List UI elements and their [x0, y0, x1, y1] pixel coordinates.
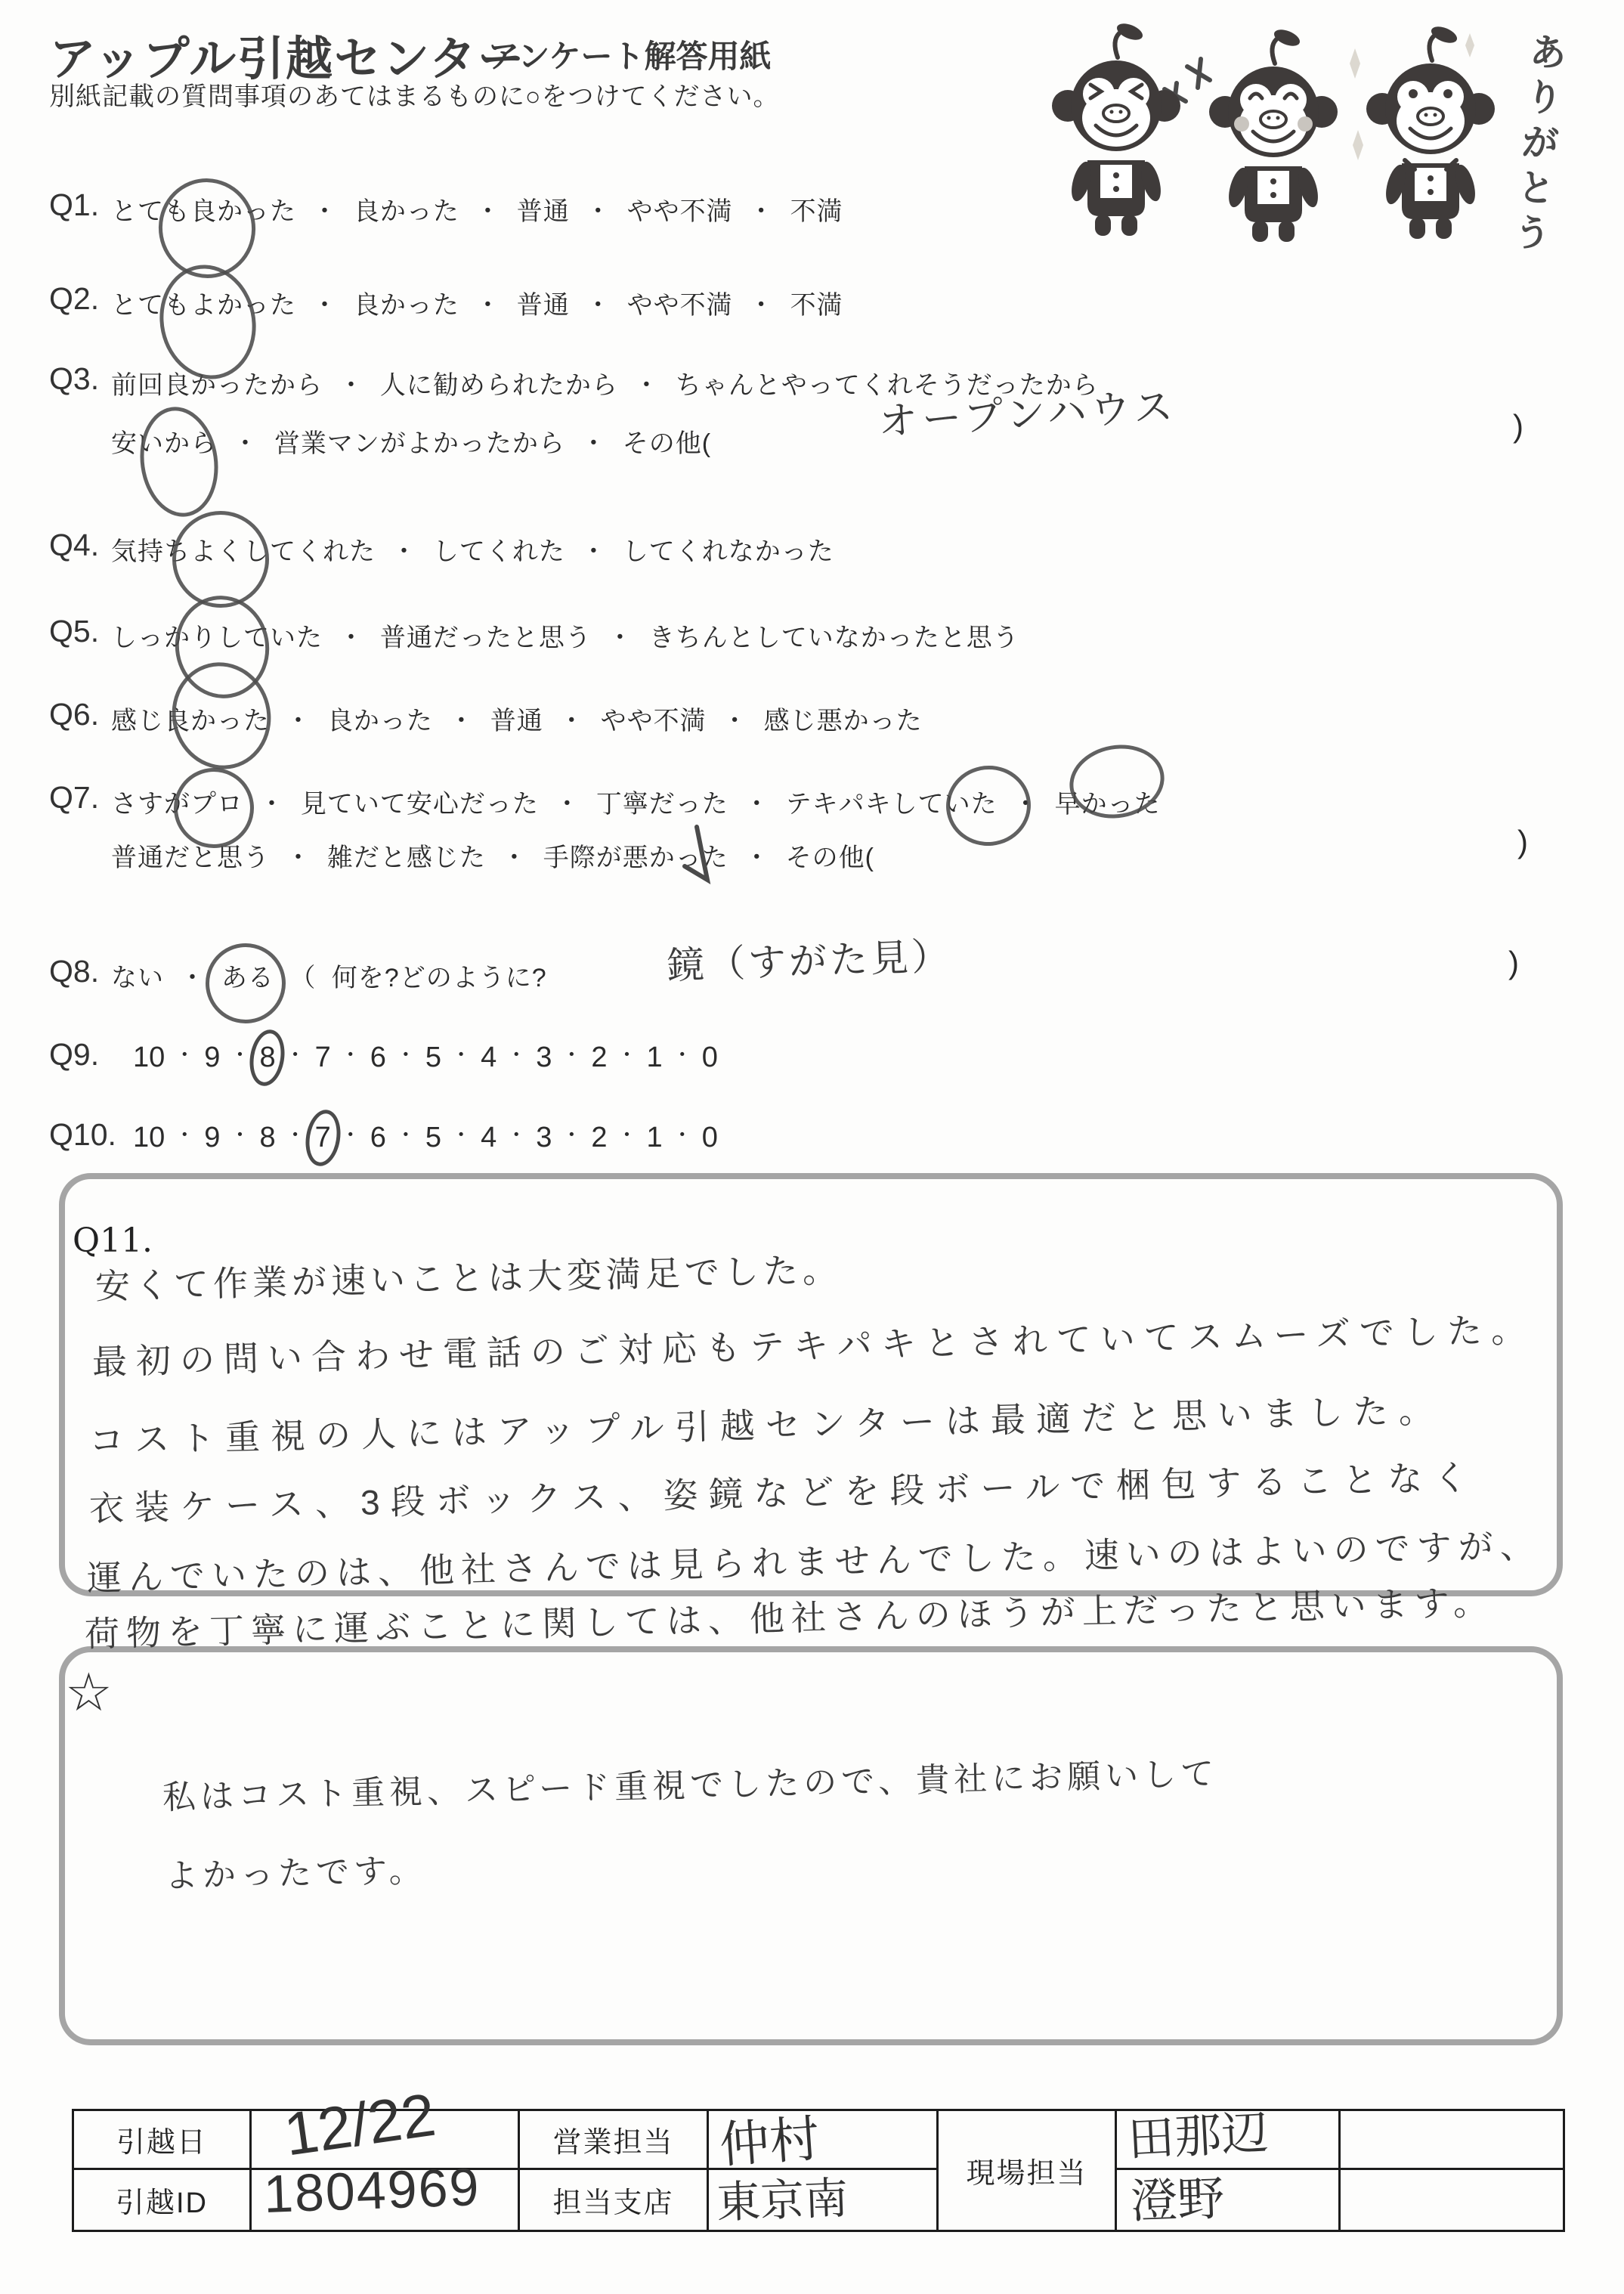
monkey-mascot: [1209, 26, 1338, 242]
handwritten-scribble-mark: [679, 822, 754, 894]
footer-info-table: [72, 2080, 1565, 2232]
handwritten-comment-line: よかったです。: [164, 1852, 428, 1895]
monkey-mascot: [1052, 20, 1180, 236]
question-label: Q2.: [49, 281, 100, 316]
page-title: アップル引越センター: [49, 33, 526, 85]
selection-circle-q8: [200, 938, 291, 1029]
label-moving-id: 引越ID: [73, 2169, 251, 2231]
sparkle-icon: [1350, 48, 1360, 79]
question-label: Q7.: [49, 780, 100, 815]
handwritten-comment-line: コスト重視の人にはアップル引越センターは最適だと思いました。: [88, 1390, 1445, 1460]
question-label: Q1.: [49, 187, 100, 222]
handwritten-other-answer: オープンハウス: [877, 385, 1179, 444]
handwritten-comment-line: 最初の問い合わせ電話のご対応もテキパキとされていてスムーズでした。: [91, 1309, 1536, 1382]
monkey-mascots-illustration: [1047, 17, 1508, 251]
thanks-text: ありがとう: [1506, 30, 1568, 260]
question-options: 感じ良かった ・ 良かった ・ 普通 ・ やや不満 ・ 感じ悪かった: [111, 707, 923, 735]
label-moving-date: 引越日: [73, 2110, 251, 2169]
question-options: さすがプロ ・ 見ていて安心だった ・ 丁寧だった ・ テキパキしていた ・ 早かった: [111, 790, 1161, 819]
value-sales-rep: 仲村: [708, 2110, 938, 2169]
page-subtitle: アンケート解答用紙: [487, 39, 772, 74]
question-label: Q5.: [49, 614, 100, 649]
handwritten-comment-line: 衣装ケース、3段ボックス、姿鏡などを段ボールで梱包することなく: [88, 1457, 1479, 1528]
closing-paren: ): [1508, 945, 1519, 980]
question-label: Q6.: [49, 697, 100, 732]
empty-cell: [1340, 2169, 1564, 2231]
closing-paren: ): [1513, 408, 1523, 444]
value-moving-date: 12/22: [251, 2110, 519, 2169]
sparkle-icon: [1353, 130, 1363, 160]
monkey-mascot: [1366, 23, 1495, 239]
instruction-text: 別紙記載の質問事項のあてはまるものに○をつけてください。: [49, 82, 780, 111]
question-options: しっかりしていた ・ 普通だったと思う ・ きちんとしていなかったと思う: [111, 624, 1019, 652]
sparkle-icon: [1465, 33, 1474, 57]
circled-rating: 7: [314, 1122, 331, 1153]
value-moving-id: 1804969: [251, 2169, 519, 2231]
handwritten-comment-line: 安くて作業が速いことは大変満足でした。: [94, 1249, 843, 1306]
question-options: 前回良かったから ・ 人に勧められたから ・ ちゃんとやってくれそうだったから: [111, 371, 1099, 400]
handwritten-comment-line: 運んでいたのは、他社さんでは見られませんでした。速いのはよいのですが、: [86, 1525, 1542, 1598]
star-mark: ☆: [65, 1663, 113, 1722]
value-branch: 東京南: [708, 2169, 938, 2231]
value-site-rep-2: 澄野: [1116, 2169, 1340, 2231]
empty-cell: [1340, 2110, 1564, 2169]
selection-circle-q3: [133, 402, 224, 522]
label-sales-rep: 営業担当: [519, 2110, 708, 2169]
selection-circle-q7b: [942, 761, 1035, 850]
question-label: Q10.: [49, 1117, 116, 1152]
question-options: とてもよかった ・ 良かった ・ 普通 ・ やや不満 ・ 不満: [111, 291, 843, 320]
handwritten-q8-answer: 鏡（すがた見）: [666, 934, 953, 987]
closing-paren: ): [1517, 824, 1528, 859]
rating-scale: 10 ・ 9 ・ 8 ・ 7 ・ 6 ・ 5 ・ 4 ・ 3 ・ 2 ・ 1 ・ 0: [133, 1122, 718, 1153]
value-site-rep-1: 田那辺: [1116, 2110, 1340, 2169]
question-options: 普通だと思う ・ 雑だと感じた ・ 手際が悪かった ・ その他(: [111, 844, 874, 872]
handwritten-comment-line: 私はコスト重視、スピード重視でしたので、貴社にお願いして: [162, 1755, 1219, 1816]
question-options: とても良かった ・ 良かった ・ 普通 ・ やや不満 ・ 不満: [111, 197, 843, 226]
question-label: Q8.: [49, 954, 100, 989]
question-options: 気持ちよくしてくれた ・ してくれた ・ してくれなかった: [111, 537, 834, 566]
label-site-rep: 現場担当: [938, 2110, 1116, 2231]
question-options: 安いから ・ 営業マンがよかったから ・ その他(: [111, 429, 712, 458]
question-label: Q4.: [49, 528, 100, 562]
circled-rating: 8: [259, 1042, 276, 1073]
question-options: ない ・ ある （ 何を?どのように?: [111, 964, 547, 992]
handwritten-comment-line: 荷物を丁寧に運ぶことに関しては、他社さんのほうが上だったと思います。: [84, 1582, 1496, 1654]
question-label-q11: Q11.: [73, 1221, 153, 1260]
question-label: Q3.: [49, 361, 100, 396]
question-label: Q9.: [49, 1037, 100, 1072]
rating-scale: 10 ・ 9 ・ 8 ・ 7 ・ 6 ・ 5 ・ 4 ・ 3 ・ 2 ・ 1 ・ 0: [133, 1042, 718, 1073]
label-branch: 担当支店: [519, 2169, 708, 2231]
